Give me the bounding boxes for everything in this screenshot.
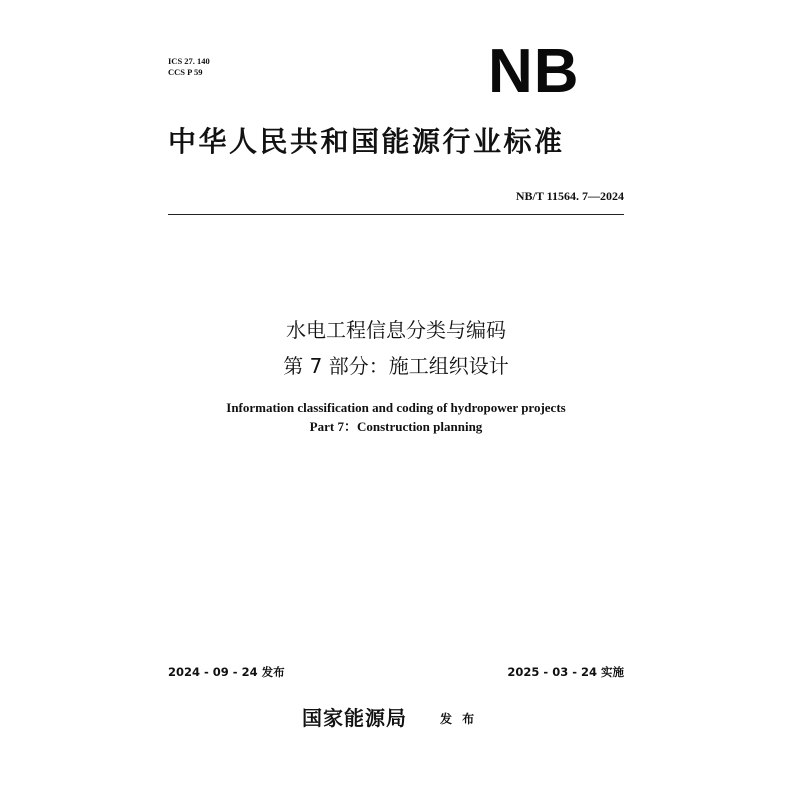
- standard-number: NB/T 11564. 7—2024: [515, 189, 624, 203]
- standard-title: 中华人民共和国能源行业标准: [168, 125, 565, 158]
- issue-date: 2024 - 09 - 24 发布: [168, 665, 285, 679]
- nb-logo: NB: [488, 37, 580, 106]
- english-title-line-1: Information classification and coding of hydropower projects: [226, 400, 566, 415]
- ics-code: ICS 27. 140: [168, 56, 210, 66]
- publish-label: 发 布: [440, 712, 475, 726]
- ccs-code: CCS P 59: [168, 67, 203, 77]
- english-title-line-2: Part 7：Construction planning: [309, 419, 483, 434]
- classification-codes: [168, 56, 210, 78]
- implementation-date: 2025 - 03 - 24 实施: [507, 665, 624, 679]
- publisher-name: 国家能源局: [302, 706, 407, 730]
- chinese-title-line-1: 水电工程信息分类与编码: [286, 318, 506, 342]
- header-divider: [168, 214, 624, 215]
- chinese-title-line-2: 第 7 部分：施工组织设计: [283, 354, 509, 378]
